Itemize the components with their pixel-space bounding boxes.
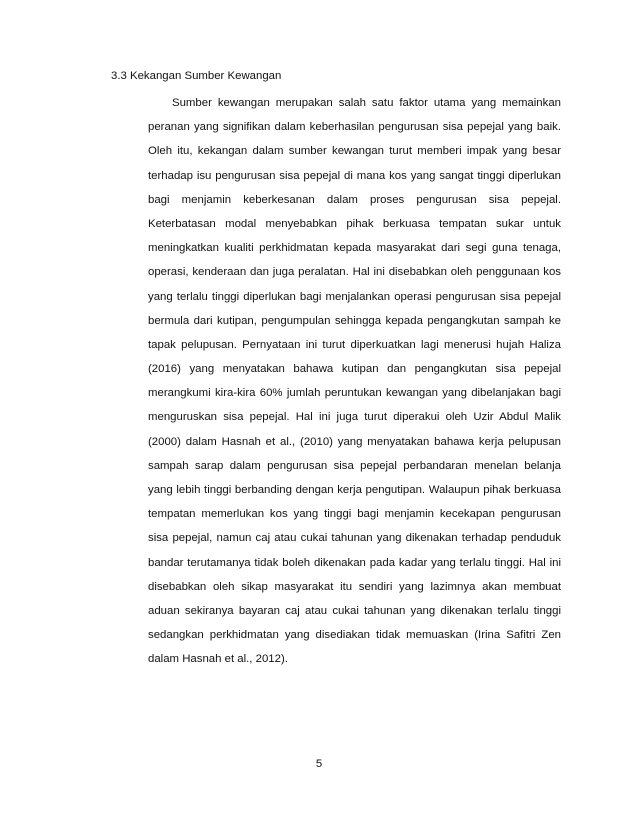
paragraph-line: sedangkan perkhidmatan yang disediakan tidak memuaskan (Irina Safitri Zen [148, 629, 561, 642]
paragraph-line: meningkatkan kualiti perkhidmatan kepada masyarakat dari segi guna tenaga, [148, 242, 561, 255]
paragraph-line: dalam Hasnah et al., 2012). [148, 653, 288, 666]
paragraph-line: disebabkan oleh sikap masyarakat itu sendiri yang lazimnya akan membuat [148, 580, 561, 593]
paragraph-line: bagi menjamin keberkesanan dalam proses pengurusan sisa pepejal. [148, 193, 561, 206]
paragraph-line: (2000) dalam Hasnah et al., (2010) yang menyatakan bahawa kerja pelupusan [148, 435, 561, 448]
paragraph-line: merangkumi kira-kira 60% jumlah peruntukan kewangan yang dibelanjakan bagi [148, 387, 561, 400]
paragraph-line: (2016) yang menyatakan bahawa kutipan dan pengangkutan sisa pepejal [148, 363, 561, 376]
paragraph-line: bermula dari kutipan, pengumpulan sehingga kepada pengangkutan sampah ke [148, 314, 561, 327]
paragraph-line: menguruskan sisa pepejal. Hal ini juga turut diperakui oleh Uzir Abdul Malik [148, 411, 561, 424]
paragraph-line: bandar terutamanya tidak boleh dikenakan pada kadar yang terlalu tinggi. Hal ini [148, 556, 561, 569]
paragraph-line: sampah sarap dalam pengurusan sisa pepejal perbandaran menelan belanja [148, 459, 561, 472]
paragraph-line: tempatan memerlukan kos yang tinggi bagi menjamin kecekapan pengurusan [148, 508, 561, 521]
paragraph-line: aduan sekiranya bayaran caj atau cukai tahunan yang dikenakan terlalu tinggi [148, 604, 561, 617]
body-paragraph [148, 91, 561, 672]
paragraph-line: sisa pepejal, namun caj atau cukai tahunan yang dikenakan terhadap penduduk [148, 532, 561, 545]
paragraph-line: yang lebih tinggi berbanding dengan kerja pengutipan. Walaupun pihak berkuasa [148, 484, 561, 496]
page-number: 5 [315, 758, 323, 770]
paragraph-line: terhadap isu pengurusan sisa pepejal di mana kos yang sangat tinggi diperlukan [148, 169, 561, 182]
paragraph-line: peranan yang signifikan dalam keberhasilan pengurusan sisa pepejal yang baik. [148, 121, 561, 134]
paragraph-line: yang terlalu tinggi diperlukan bagi menjalankan operasi pengurusan sisa pepejal [148, 290, 561, 303]
paragraph-line: tapak pelupusan. Pernyataan ini turut diperkuatkan lagi menerusi hujah Haliza [148, 338, 561, 351]
paragraph-line: operasi, kenderaan dan juga peralatan. Hal ini disebabkan oleh penggunaan kos [148, 266, 561, 279]
paragraph-line: Keterbatasan modal menyebabkan pihak berkuasa tempatan sukar untuk [148, 217, 561, 230]
paragraph-line: Oleh itu, kekangan dalam sumber kewangan turut memberi impak yang besar [148, 145, 561, 158]
section-heading: 3.3 Kekangan Sumber Kewangan [111, 70, 282, 82]
paragraph-line: Sumber kewangan merupakan salah satu faktor utama yang memainkan [172, 97, 561, 109]
